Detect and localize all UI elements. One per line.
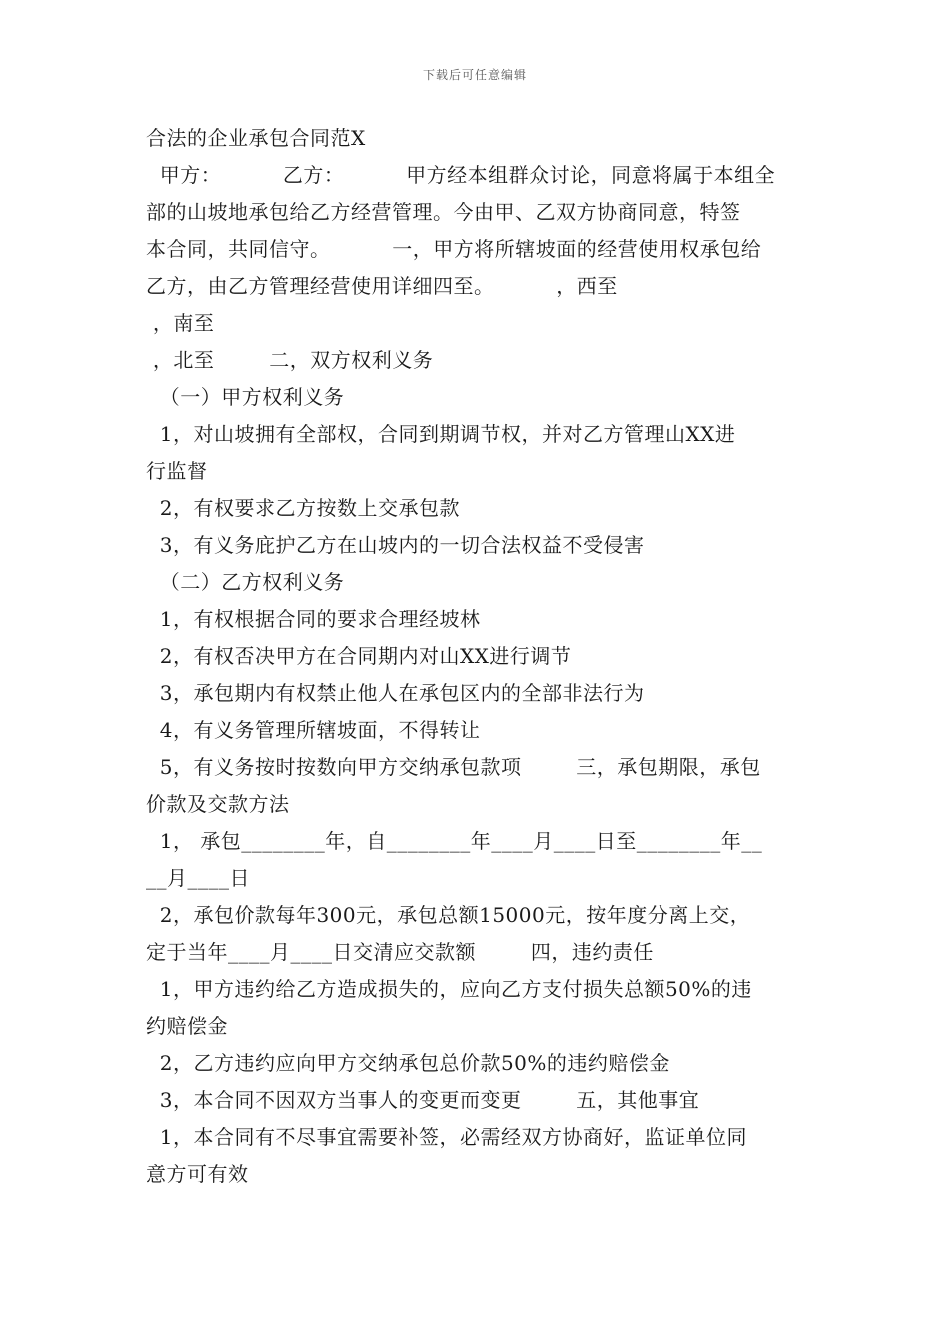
text-line: 2，有权要求乙方按数上交承包款 xyxy=(146,496,460,520)
document-body xyxy=(146,120,808,1193)
text-line: 5，有义务按时按数向甲方交纳承包款项 三，承包期限，承包 xyxy=(146,755,761,779)
text-line: 价款及交款方法 xyxy=(146,792,290,816)
text-line: 3，有义务庇护乙方在山坡内的一切合法权益不受侵害 xyxy=(146,533,645,557)
text-line: ，北至 二，双方权利义务 xyxy=(146,348,434,372)
text-line: 部的山坡地承包给乙方经营管理。今由甲、乙双方协商同意，特签 xyxy=(146,200,741,224)
text-line: 3，承包期内有权禁止他人在承包区内的全部非法行为 xyxy=(146,681,645,705)
text-line: 3，本合同不因双方当事人的变更而变更 五，其他事宜 xyxy=(146,1088,700,1112)
text-line: 1， 承包________年，自________年____月____日至________年__ xyxy=(146,829,763,853)
text-line: 2，有权否决甲方在合同期内对山XX进行调节 xyxy=(146,644,572,668)
text-line: 1，对山坡拥有全部权，合同到期调节权，并对乙方管理山XX进 xyxy=(146,422,736,446)
text-line: 本合同，共同信守。 一，甲方将所辖坡面的经营使用权承包给 xyxy=(146,237,762,261)
page-header-note: 下载后可任意编辑 xyxy=(422,68,527,82)
text-line: 乙方，由乙方管理经营使用详细四至。 ，西至 xyxy=(146,274,618,298)
text-line: 1，本合同有不尽事宜需要补签，必需经双方协商好，监证单位同 xyxy=(146,1125,747,1149)
text-line: 定于当年____月____日交清应交款额 四，违约责任 xyxy=(146,940,654,964)
text-line: 甲方： 乙方： 甲方经本组群众讨论，同意将属于本组全 xyxy=(146,163,776,187)
text-line: 1，有权根据合同的要求合理经坡林 xyxy=(146,607,481,631)
text-line: 2，乙方违约应向甲方交纳承包总价款50%的违约赔偿金 xyxy=(146,1051,670,1075)
text-line: （二）乙方权利义务 xyxy=(146,570,345,594)
text-line: 4，有义务管理所辖坡面，不得转让 xyxy=(146,718,481,742)
text-line: 约赔偿金 xyxy=(146,1014,228,1038)
document-title: 合法的企业承包合同范X xyxy=(146,126,366,150)
text-line: 意方可有效 xyxy=(146,1162,249,1186)
text-line: 2，承包价款每年300元，承包总额15000元，按年度分离上交， xyxy=(146,903,751,927)
text-line: 行监督 xyxy=(146,459,208,483)
text-line: __月____日 xyxy=(146,866,250,890)
text-line: 1，甲方违约给乙方造成损失的，应向乙方支付损失总额50%的违 xyxy=(146,977,752,1001)
text-line: （一）甲方权利义务 xyxy=(146,385,345,409)
text-line: ，南至 xyxy=(146,311,215,335)
